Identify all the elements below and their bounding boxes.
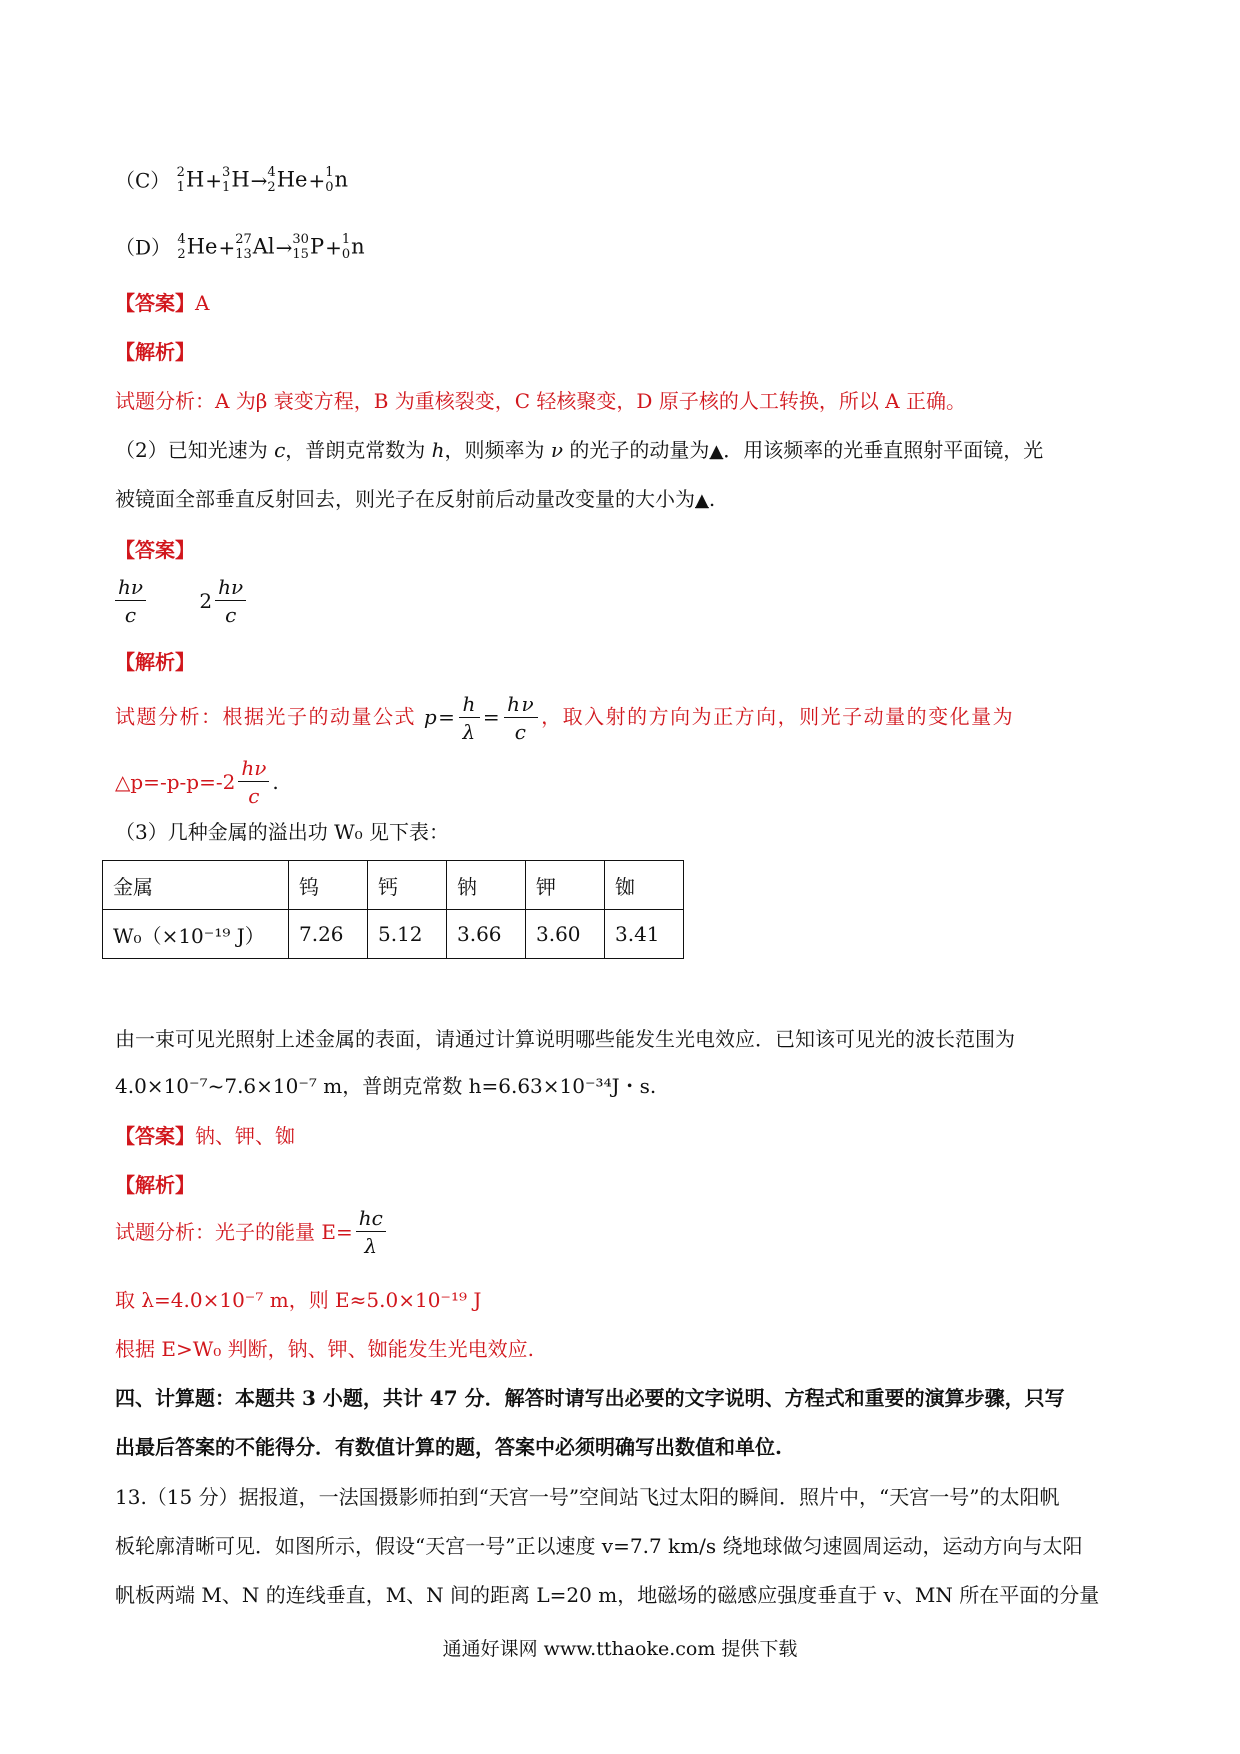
nuclide: 27 13 Al (235, 232, 275, 262)
option-d-label: （D） (115, 235, 172, 260)
q3-analysis-2: 取 λ=4.0×10⁻⁷ m，则 E≈5.0×10⁻¹⁹ J (115, 1288, 482, 1312)
fraction: $\frac{h\nu}{c}$ (504, 694, 538, 742)
work-function-table (102, 860, 684, 959)
nuclide: 3 1 H (222, 165, 250, 195)
blank-marker: ▲ (709, 441, 724, 462)
q3-text1: 由一束可见光照射上述金属的表面，请通过计算说明哪些能发生光电效应．已知该可见光的波长范围为 (115, 1027, 1015, 1051)
q1-analysis-tag: 【解析】 (115, 340, 195, 364)
table-cell: 3.66 (447, 910, 526, 959)
q2-analysis-line2: △p=-p-p=-2 $\frac{h\nu}{c}$ . (115, 756, 279, 808)
q13-line1: 13.（15 分）据报道，一法国摄影师拍到“天宫一号”空间站飞过太阳的瞬间．照片中，“天宫一号”的太阳帆 (115, 1485, 1060, 1509)
section4-line2: 出最后答案的不能得分．有数值计算的题，答案中必须明确写出数值和单位. (115, 1435, 782, 1459)
answer-tag: 【答案】 (115, 291, 195, 315)
nuclide: 30 15 P (292, 232, 325, 262)
nuclide: 2 1 H (176, 165, 205, 195)
q1-answer (115, 293, 209, 313)
table-header-cell: 钠 (447, 861, 526, 910)
nuclide: 4 2 He (267, 165, 308, 195)
blank-marker: ▲ (695, 490, 709, 511)
table-cell: 7.26 (289, 910, 368, 959)
option-c-label: （C） (115, 168, 171, 193)
q2-analysis-line1: 试题分析：根据光子的动量公式 p= $\frac{h}{\lambda}$ = $\frac{h\nu}{c}$ ，取入射的方向为正方向，则光子动量的变化量为 (115, 692, 1015, 744)
q2-analysis-tag: 【解析】 (115, 650, 195, 674)
q2-line2: 被镜面全部垂直反射回去，则光子在反射前后动量改变量的大小为▲. (115, 487, 716, 511)
q3-intro: （3）几种金属的溢出功 W₀ 见下表： (115, 820, 450, 844)
q13-line3: 帆板两端 M、N 的连线垂直，M、N 间的距离 L=20 m，地磁场的磁感应强度垂直于 v、MN 所在平面的分量 (115, 1583, 1100, 1607)
fraction: $\frac{h}{\lambda}$ (459, 694, 479, 742)
answer-tag: 【答案】 (115, 1124, 195, 1148)
table-cell: 5.12 (368, 910, 447, 959)
option-d: （D） 4 2 He+ 27 13 Al→ 30 15 P+ 1 0 n (115, 232, 366, 266)
table-header-cell: 铷 (605, 861, 684, 910)
nuclide: 1 0 n (341, 232, 365, 262)
table-header-cell: 钾 (526, 861, 605, 910)
table-row-label: W₀（×10⁻¹⁹ J） (103, 910, 289, 959)
table-header-cell: 钨 (289, 861, 368, 910)
section4-line1: 四、计算题：本题共 3 小题，共计 47 分．解答时请写出必要的文字说明、方程式和重要的演算步骤，只写 (115, 1386, 1065, 1410)
fraction: $\frac{h\nu}{c}$ (215, 577, 246, 625)
q2-answer-formula: $\frac{h\nu}{c}$ 2 $\frac{h\nu}{c}$ (112, 577, 249, 625)
q3-analysis-tag: 【解析】 (115, 1173, 195, 1197)
q3-text2: 4.0×10⁻⁷~7.6×10⁻⁷ m，普朗克常数 h=6.63×10⁻³⁴J・s. (115, 1074, 657, 1098)
table-header-cell: 钙 (368, 861, 447, 910)
q3-analysis-1: 试题分析：光子的能量 E= $\frac{hc}{\lambda}$ (115, 1208, 389, 1256)
nuclide: 1 0 n (325, 165, 349, 195)
table-row (103, 861, 684, 910)
option-c: （C） 2 1 H+ 3 1 H→ 4 2 He+ 1 0 n (115, 165, 349, 199)
table-row (103, 910, 684, 959)
table-header-cell: 金属 (103, 861, 289, 910)
q1-analysis-text: 试题分析：A 为β 衰变方程，B 为重核裂变，C 轻核聚变，D 原子核的人工转换，所以 A 正确。 (115, 389, 966, 413)
answer-value: 钠、钾、铷 (195, 1124, 295, 1148)
q2-answer-tag: 【答案】 (115, 538, 195, 562)
q2-line1: （2）已知光速为 c，普朗克常数为 h，则频率为 ν 的光子的动量为▲．用该频率的光垂直照射平面镜，光 (115, 438, 1044, 462)
q13-line2: 板轮廓清晰可见．如图所示，假设“天宫一号”正以速度 v=7.7 km/s 绕地球做匀速圆周运动，运动方向与太阳 (115, 1534, 1083, 1558)
answer-value: A (195, 291, 210, 315)
nuclide: 4 2 He (177, 232, 218, 262)
page-footer: 通通好课网 www.tthaoke.com 提供下载 (442, 1638, 798, 1660)
fraction: $\frac{h\nu}{c}$ (238, 758, 269, 806)
table-cell: 3.41 (605, 910, 684, 959)
fraction: $\frac{hc}{\lambda}$ (356, 1208, 386, 1256)
fraction: $\frac{h\nu}{c}$ (115, 577, 146, 625)
q3-answer (115, 1126, 295, 1146)
q3-analysis-3: 根据 E>W₀ 判断，钠、钾、铷能发生光电效应. (115, 1337, 535, 1361)
table-cell: 3.60 (526, 910, 605, 959)
